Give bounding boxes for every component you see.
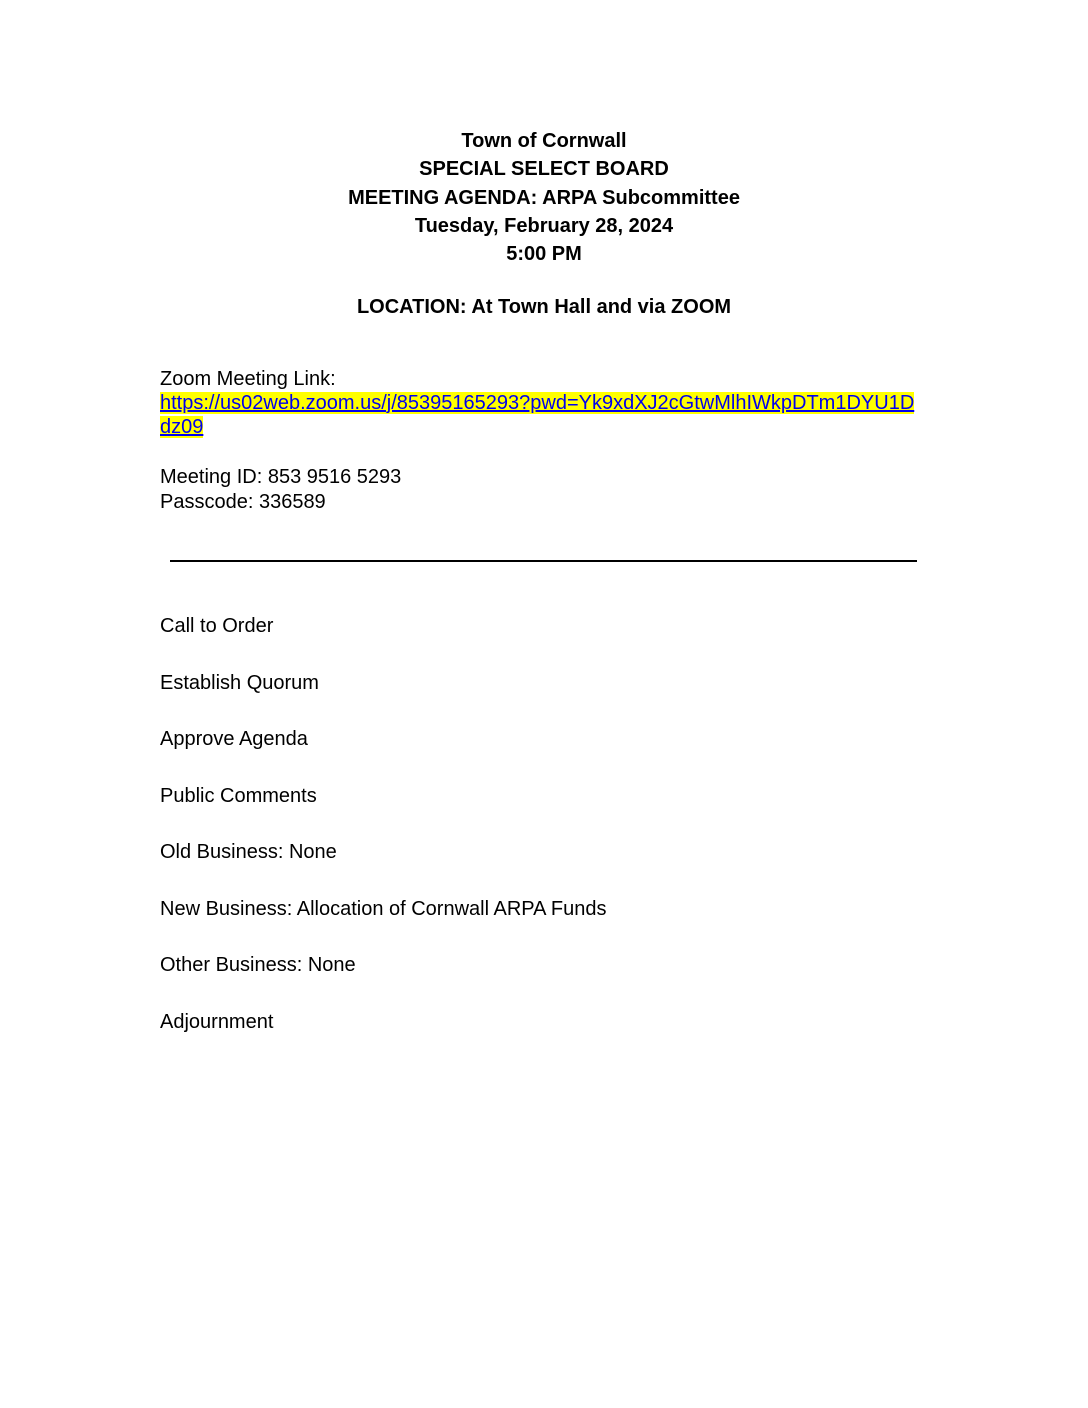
meeting-date: Tuesday, February 28, 2024 (414, 214, 674, 237)
agenda-list (160, 612, 607, 1064)
agenda-item: Establish Quorum (160, 671, 319, 694)
town-name: Town of Cornwall (461, 130, 627, 152)
meeting-location: LOCATION: At Town Hall and via ZOOM (356, 296, 732, 318)
board-name: SPECIAL SELECT BOARD (419, 158, 669, 181)
meeting-credentials (160, 465, 401, 514)
divider-line (170, 560, 917, 562)
agenda-item: Old Business: None (160, 841, 337, 863)
meeting-time: 5:00 PM (506, 243, 582, 266)
passcode: Passcode: 336589 (160, 490, 326, 513)
agenda-item: Call to Order (160, 615, 274, 637)
zoom-meeting-link[interactable]: https://us02web.zoom.us/j/85395165293?pwd=Yk9xdXJ2cGtwMlhIWkpDTm1DYU1Ddz09 (160, 392, 915, 438)
agenda-item: New Business: Allocation of Cornwall ARPA Funds (160, 897, 607, 920)
zoom-section (160, 367, 940, 439)
agenda-item: Public Comments (160, 784, 317, 807)
agenda-header (0, 127, 1088, 268)
agenda-item: Approve Agenda (160, 728, 308, 750)
meeting-id: Meeting ID: 853 9516 5293 (160, 466, 402, 488)
agenda-item: Adjournment (160, 1010, 274, 1033)
agenda-title: MEETING AGENDA: ARPA Subcommittee (348, 186, 740, 209)
zoom-link-label: Zoom Meeting Link: (160, 368, 336, 390)
agenda-item: Other Business: None (160, 954, 356, 976)
